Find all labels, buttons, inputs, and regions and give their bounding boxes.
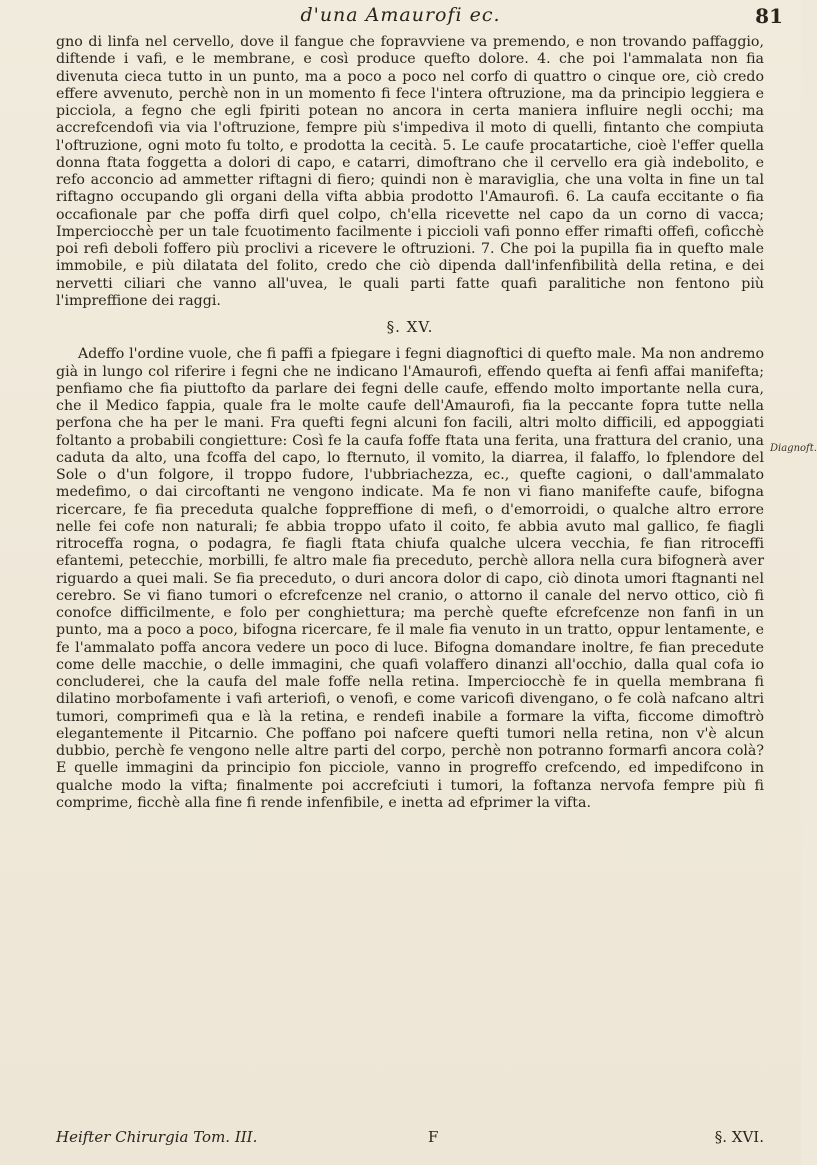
footer-signature-title: Heifter Chirurgia Tom. III. [56,1128,258,1146]
running-head [0,4,801,30]
page-footer [56,1128,764,1152]
paragraph-continuation: gno di linfa nel cervello, dove il fangue che fopravviene va premendo, e non trovando paffaggio, diftende i vafi, e le membrane, e così produce quefto dolore. 4. che poi l'ammalata non fia divenuta cieca tutto in un punto, ma a poco a poco nel corfo di quattro o cinque ore, ciò credo effere avvenuto, perchè non in un momento fi fece l'intera oftruzione, ma da principio leggiera e picciola, a fegno che egli fpiriti potean no ancora in certa maniera influire negli occhi; ma accrefcendofi via via l'oftruzione, fempre più s'impediva il moto di quelli, fintanto che compiuta l'oftruzione, ogni moto fu tolto, e prodotta la cecità. 5. Le caufe procatartiche, cioè l'effer quella donna ftata foggetta a dolori di capo, e catarri, dimoftrano che il cervello era già indebolito, e refo acconcio ad ammetter riftagni di fiero; quindi non è maraviglia, che una volta in fine un tal riftagno occupando gli organi della vifta abbia prodotto l'Amaurofi. 6. La caufa eccitante o fia occafionale par che poffa dirfi quel colpo, ch'ella ricevette nel capo da un corno di vacca; Imperciocchè per un tale fcuotimento facilmente i piccioli vafi ponno effer rimafti offefi, cofìcchè poi refi deboli foffero più proclivi a ricevere le oftruzioni. 7. Che poi la pupilla fia in quefto male immobile, e più dilatata del folito, credo che ciò dipenda dall'infenfibilità della retina, e dei nervetti ciliari che vanno all'uvea, le quali parti fatte quafi paralitiche non fentono più l'impreffione dei raggi. [56,34,764,309]
margin-note: Diagnoft. [770,443,817,454]
running-title: d'una Amaurofi ec. [300,4,501,26]
footer-signature-mark: F [428,1128,439,1146]
footer-catchword: §. XVI. [714,1128,764,1146]
body-text [56,34,764,812]
page-number: 81 [755,4,783,28]
paragraph-section-xv: Adeffo l'ordine vuole, che fi paffi a fpiegare i fegni diagnoftici di quefto male. Ma non andremo già in lungo col riferire i fegni che ne indicano l'Amaurofi, effendo quefta ai fenfi affai manifefta; penfiamo che fia piuttofto da parlare dei fegni delle caufe, effendo molto importante nella cura, che il Medico fappia, quale fra le molte caufe dell'Amaurofi, fia la peccante fopra tutte nella perfona che ha per le mani. Fra quefti fegni alcuni fon facili, altri molto difficili, ed appoggiati foltanto a probabili congietture: Così fe la caufa foffe ftata una ferita, una frattura del cranio, una caduta da alto, una fcoffa del capo, lo fternuto, il vomito, la diarrea, il falaffo, lo fplendore del Sole o d'un folgore, il troppo fudore, l'ubbriachezza, ec., quefte cagioni, o dall'ammalato medefimo, o dai circoftanti ne vengono indicate. Ma fe non vi fiano manifefte caufe, bifogna ricercare, fe fia preceduta qualche foppreffione di mefi, o d'emorroidi, o qualche altro errore nelle fei cofe non naturali; fe abbia troppo ufato il coito, fe abbia avuto mal gallico, fe fiagli ritroceffa rogna, o podagra, fe fiagli ftata chiufa qualche ulcera vecchia, fe fian ritroceffi efantemi, petecchie, morbilli, fe altro male fia preceduto, perchè allora nella cura bifognerà aver riguardo a quei mali. Se fia preceduto, o duri ancora dolor di capo, ciò dinota umori ftagnanti nel cerebro. Se vi fiano tumori o efcrefcenze nel cranio, o attorno il canale del nervo ottico, ciò fi conofce difficilmente, e folo per conghiettura; ma perchè quefte efcrefcenze non fanfi in un punto, ma a poco a poco, bifogna ricercare, fe il male fia venuto in un tratto, oppur lentamente, e fe l'ammalato poffa ancora vedere un poco di luce. Bifogna domandare inoltre, fe fian precedute come delle macchie, o delle immagini, che quafi volaffero dinanzi all'occhio, dalla qual cofa io concluderei, che la caufa del male foffe nella retina. Imperciocchè fe in quella membrana fi dilatino morbofamente i vafi arteriofi, o venofi, e come varicofi divengano, o fe colà nafcano altri tumori, comprimefi qua e là la retina, e rendefi inabile a formare la vifta, ficcome dimoftrò elegantemente il Pitcarnio. Che poffano poi nafcere quefti tumori nella retina, non v'è alcun dubbio, perchè fe vengono nelle altre parti del corpo, perchè non potranno formarfi ancora colà? E quelle immagini da principio fon picciole, vanno in progreffo crefcendo, ed impedifcono in qualche modo la vifta; finalmente poi accrefciuti i tumori, la foftanza nervofa fempre più fi comprime, ficchè alla fine fi rende infenfibile, e inetta ad efprimer la vifta. [56,346,764,811]
section-heading: §. XV. [386,318,434,336]
